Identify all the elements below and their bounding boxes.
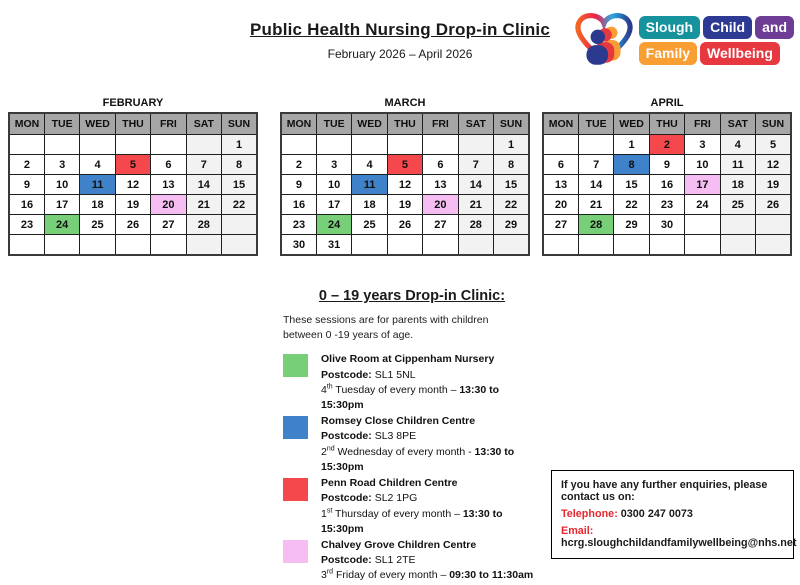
day-cell-19: 19 [387,195,422,215]
calendar-month-title: APRIL [650,97,684,109]
day-cell-12: 12 [756,155,791,175]
day-cell-1: 1 [614,135,649,155]
day-cell-29: 29 [494,215,529,235]
day-cell-22: 22 [614,195,649,215]
day-cell-15: 15 [222,175,257,195]
day-cell-27: 27 [543,215,578,235]
calendar-table [280,112,530,256]
day-cell-23: 23 [281,215,316,235]
legend-description [283,313,541,342]
day-cell-empty [756,215,791,235]
calendar-week-row [281,215,529,235]
day-cell-empty [316,135,351,155]
day-cell-20-pink: 20 [151,195,186,215]
legend-heading: 0 – 19 years Drop-in Clinic: [318,288,506,304]
day-cell-7: 7 [186,155,221,175]
day-cell-19: 19 [115,195,150,215]
day-cell-29: 29 [614,215,649,235]
day-header-wed: WED [614,113,649,135]
postcode-label: Postcode: [321,554,375,567]
day-cell-13: 13 [543,175,578,195]
day-cell-16: 16 [649,175,684,195]
venue-schedule: 1st Thursday of every month – 13:30 to 15:30pm [321,507,503,535]
day-cell-empty [186,235,221,256]
day-cell-4: 4 [80,155,115,175]
day-cell-17: 17 [44,195,79,215]
day-cell-18: 18 [720,175,755,195]
day-cell-11-blue: 11 [80,175,115,195]
logo-word: Wellbeing [700,42,780,65]
page-title: Public Health Nursing Drop-in Clinic [250,20,550,39]
postcode-value: SL3 8PE [374,430,417,443]
day-cell-10: 10 [316,175,351,195]
day-cell-26: 26 [756,195,791,215]
day-cell-14: 14 [458,175,493,195]
calendar-week-row [9,135,257,155]
day-cell-3: 3 [316,155,351,175]
calendar-week-row [281,235,529,256]
day-cell-13: 13 [151,175,186,195]
legend-swatch-green [283,354,308,377]
day-cell-7: 7 [458,155,493,175]
legend-entry [283,352,541,413]
day-cell-30: 30 [649,215,684,235]
day-cell-empty [494,235,529,256]
legend-description-line2: between 0 -19 years of age. [283,328,414,341]
legend-entry [283,476,541,537]
venue-postcode [321,429,541,444]
day-cell-28: 28 [186,215,221,235]
contact-box [551,470,797,559]
calendar-week-row [281,195,529,215]
legend-entry-text [321,352,541,413]
day-cell-21: 21 [186,195,221,215]
day-cell-5-red: 5 [387,155,422,175]
calendar-march [280,97,530,256]
legend-description-line1: These sessions are for parents with children [283,314,489,326]
day-cell-22: 22 [494,195,529,215]
day-cell-14: 14 [186,175,221,195]
day-cell-empty [115,135,150,155]
day-cell-empty [685,235,720,256]
contact-heading: If you have any further enquiries, please contact us on: [561,479,768,503]
day-cell-24-green: 24 [316,215,351,235]
calendar-week-row [281,175,529,195]
day-cell-empty [458,135,493,155]
legend-entry [283,414,541,475]
legend-entries [283,352,541,583]
day-cell-empty [352,235,387,256]
day-cell-27: 27 [423,215,458,235]
postcode-label: Postcode: [321,492,375,505]
day-cell-2: 2 [281,155,316,175]
day-cell-6: 6 [423,155,458,175]
legend-entry [283,538,541,584]
calendar-week-row [281,155,529,175]
day-cell-4: 4 [352,155,387,175]
day-header-sat: SAT [458,113,493,135]
day-cell-empty [387,135,422,155]
day-cell-empty [720,215,755,235]
calendar-week-row [9,195,257,215]
calendar-table [542,112,792,256]
day-header-tue: TUE [316,113,351,135]
postcode-label: Postcode: [321,368,375,381]
day-cell-empty [44,135,79,155]
telephone-number: 0300 247 0073 [620,508,693,520]
day-cell-empty [685,215,720,235]
calendar-week-row [543,175,791,195]
day-cell-11-blue: 11 [352,175,387,195]
day-cell-empty [543,235,578,256]
day-cell-empty [720,235,755,256]
slough-child-family-wellbeing-logo [572,11,794,69]
calendar-week-row [543,235,791,256]
day-cell-24: 24 [685,195,720,215]
day-cell-empty [9,235,44,256]
legend-entry-text [321,414,541,475]
logo-word: Child [703,16,752,39]
day-header-mon: MON [281,113,316,135]
calendar-month-title: FEBRUARY [102,97,164,109]
day-cell-5-red: 5 [115,155,150,175]
page-subtitle: February 2026 – April 2026 [327,47,473,61]
legend-swatch-pink [283,540,308,563]
day-cell-9: 9 [281,175,316,195]
logo-word: Slough [639,16,700,39]
legend-entry-text [321,538,533,584]
day-cell-17-pink: 17 [685,175,720,195]
day-cell-empty [281,135,316,155]
day-cell-12: 12 [387,175,422,195]
day-cell-empty [222,235,257,256]
venue-name: Chalvey Grove Children Centre [321,539,477,551]
day-cell-24-green: 24 [44,215,79,235]
day-cell-28-green: 28 [578,215,613,235]
day-header-thu: THU [649,113,684,135]
venue-schedule: 3rd Friday of every month – 09:30 to 11:30am [321,568,534,582]
day-cell-25: 25 [352,215,387,235]
day-header-sun: SUN [756,113,791,135]
day-cell-10: 10 [685,155,720,175]
calendar-week-row [9,175,257,195]
day-cell-empty [614,235,649,256]
day-header-sun: SUN [222,113,257,135]
day-cell-28: 28 [458,215,493,235]
day-cell-20: 20 [543,195,578,215]
day-cell-empty [578,235,613,256]
calendar-week-row [9,235,257,256]
calendar-month-title: MARCH [384,97,426,109]
day-header-fri: FRI [423,113,458,135]
day-cell-30: 30 [281,235,316,256]
calendar-week-row [543,215,791,235]
day-cell-empty [80,135,115,155]
day-cell-15: 15 [614,175,649,195]
day-cell-20-pink: 20 [423,195,458,215]
day-cell-11: 11 [720,155,755,175]
day-cell-17: 17 [316,195,351,215]
day-header-fri: FRI [151,113,186,135]
postcode-value: SL1 5NL [374,368,416,381]
day-header-thu: THU [387,113,422,135]
day-header-wed: WED [80,113,115,135]
postcode-label: Postcode: [321,430,375,443]
venue-name: Penn Road Children Centre [321,477,458,490]
day-cell-empty [543,135,578,155]
day-cell-25: 25 [720,195,755,215]
postcode-value: SL1 2TE [374,554,416,567]
day-cell-empty [222,215,257,235]
venue-schedule: 2nd Wednesday of every month - 13:30 to 15:30pm [321,445,515,473]
day-cell-26: 26 [115,215,150,235]
calendar-april [542,97,792,256]
day-cell-empty [186,135,221,155]
legend-section [283,288,541,585]
day-cell-16: 16 [281,195,316,215]
day-header-sun: SUN [494,113,529,135]
venue-postcode [321,553,533,568]
day-cell-3: 3 [44,155,79,175]
day-cell-21: 21 [578,195,613,215]
day-cell-3: 3 [685,135,720,155]
day-cell-empty [9,135,44,155]
logo-word-row [639,16,794,39]
legend-swatch-red [283,478,308,501]
day-cell-8: 8 [494,155,529,175]
day-cell-empty [44,235,79,256]
day-cell-8-blue: 8 [614,155,649,175]
calendar-february [8,97,258,256]
day-cell-31: 31 [316,235,351,256]
day-cell-5: 5 [756,135,791,155]
day-header-tue: TUE [44,113,79,135]
calendar-week-row [9,215,257,235]
legend-swatch-blue [283,416,308,439]
day-cell-2: 2 [9,155,44,175]
telephone-label: Telephone: [561,508,618,520]
day-cell-9: 9 [9,175,44,195]
day-cell-26: 26 [387,215,422,235]
day-header-sat: SAT [186,113,221,135]
contact-email-line [561,525,797,549]
day-cell-18: 18 [352,195,387,215]
day-cell-1: 1 [222,135,257,155]
day-cell-empty [458,235,493,256]
day-cell-22: 22 [222,195,257,215]
logo-word: and [755,16,794,39]
calendar-week-row [543,195,791,215]
day-cell-19: 19 [756,175,791,195]
day-cell-18: 18 [80,195,115,215]
day-cell-6: 6 [151,155,186,175]
day-cell-10: 10 [44,175,79,195]
day-cell-6: 6 [543,155,578,175]
logo-wordmark [639,16,794,65]
day-cell-empty [423,135,458,155]
venue-name: Romsey Close Children Centre [321,415,476,428]
venue-postcode [321,368,541,383]
email-address: hcrg.sloughchildandfamilywellbeing@nhs.net [561,537,797,549]
day-cell-empty [352,135,387,155]
contact-telephone-line [561,508,785,520]
day-cell-2-red: 2 [649,135,684,155]
calendar-week-row [543,155,791,175]
day-cell-25: 25 [80,215,115,235]
day-cell-empty [80,235,115,256]
day-cell-15: 15 [494,175,529,195]
postcode-value: SL2 1PG [374,492,418,505]
day-cell-empty [756,235,791,256]
day-cell-8: 8 [222,155,257,175]
day-cell-empty [578,135,613,155]
legend-entry-text [321,476,541,537]
day-header-thu: THU [115,113,150,135]
calendar-week-row [281,135,529,155]
day-cell-14: 14 [578,175,613,195]
day-header-mon: MON [543,113,578,135]
day-header-tue: TUE [578,113,613,135]
venue-schedule: 4th Tuesday of every month – 13:30 to 15:30pm [321,383,500,412]
logo-word: Family [639,42,697,65]
day-cell-12: 12 [115,175,150,195]
venue-name: Olive Room at Cippenham Nursery [321,353,495,366]
day-cell-empty [649,235,684,256]
email-label: Email: [561,525,594,537]
day-cell-4: 4 [720,135,755,155]
calendar-week-row [9,155,257,175]
day-cell-empty [151,135,186,155]
day-cell-1: 1 [494,135,529,155]
day-cell-empty [151,235,186,256]
day-cell-empty [387,235,422,256]
day-cell-empty [115,235,150,256]
day-cell-27: 27 [151,215,186,235]
day-cell-empty [423,235,458,256]
venue-postcode [321,491,541,506]
day-header-sat: SAT [720,113,755,135]
logo-word-row [639,42,794,65]
day-cell-7: 7 [578,155,613,175]
calendar-table [8,112,258,256]
day-cell-13: 13 [423,175,458,195]
day-header-wed: WED [352,113,387,135]
day-cell-21: 21 [458,195,493,215]
day-cell-23: 23 [9,215,44,235]
day-cell-23: 23 [649,195,684,215]
day-header-mon: MON [9,113,44,135]
heart-people-icon [572,11,636,69]
day-cell-9: 9 [649,155,684,175]
day-cell-16: 16 [9,195,44,215]
day-header-fri: FRI [685,113,720,135]
calendar-week-row [543,135,791,155]
